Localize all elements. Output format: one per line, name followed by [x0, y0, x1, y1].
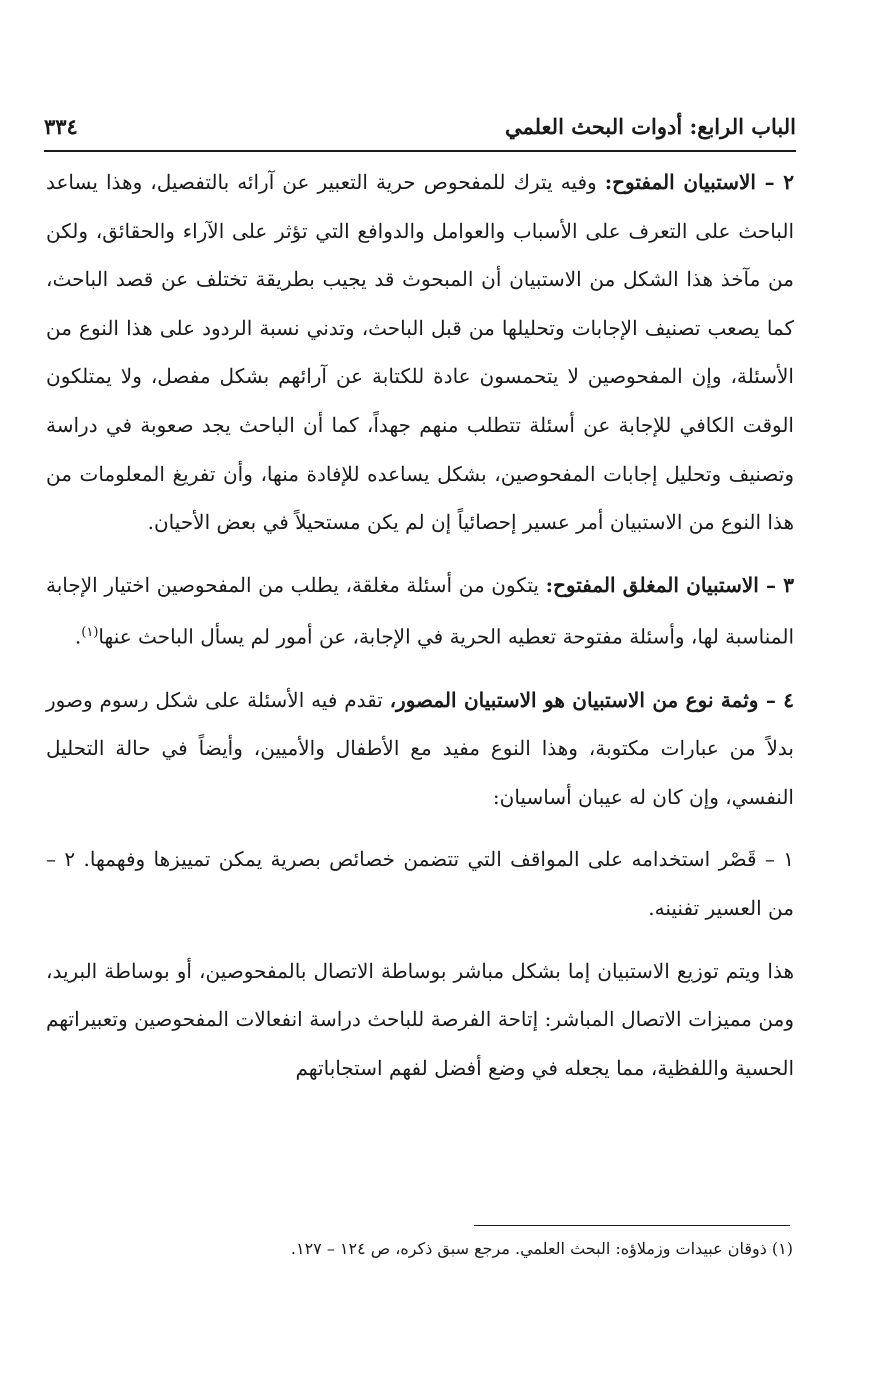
paragraph-lead: ٣ – الاستبيان المغلق المفتوح: [545, 572, 794, 597]
paragraph-lead: ٤ – وثمة نوع من الاستبيان هو الاستبيان المصور، [389, 687, 795, 712]
body-text [46, 158, 794, 1092]
paragraph-tail: . [74, 625, 82, 649]
paragraph-drawbacks [46, 835, 794, 932]
paragraph-pictorial-questionnaire [46, 676, 794, 822]
paragraph-text: تقدم فيه الأسئلة على شكل رسوم وصور بدلاً من عبارات مكتوبة، وهذا النوع مفيد مع الأطفال والأميين، وأيضاً في حالة التحليل النفسي، وإن كان له عيبان أساسيان: [46, 687, 794, 809]
paragraph-text: يتكون من أسئلة مغلقة، يطلب من المفحوصين اختيار الإجابة المناسبة لها، وأسئلة مفتوحة تعطيه الحرية في الإجابة، عن أمور لم يسأل الباحث عنها [46, 572, 794, 649]
header-divider [44, 150, 796, 152]
page-number: ٣٣٤ [44, 114, 78, 139]
running-header [44, 106, 796, 150]
footnote: (١) ذوقان عبيدات وزملاؤه: البحث العلمي. مرجع سبق ذكره، ص ١٢٤ – ١٢٧. [290, 1239, 793, 1258]
paragraph-open-questionnaire [46, 158, 794, 547]
paragraph-lead: ٢ – الاستبيان المفتوح: [604, 170, 794, 194]
paragraph-text: هذا ويتم توزيع الاستبيان إما بشكل مباشر بوساطة الاتصال بالمفحوصين، أو بوساطة البريد، ومن مميزات الاتصال المباشر: إتاحة الفرصة للباحث دراسة انفعالات المفحوصين وتعبيراتهم الحسية واللفظية، مما يجعله في وضع أفضل لفهم استجاباتهم [46, 958, 794, 1080]
paragraph-closed-open-questionnaire [46, 561, 794, 662]
footnote-divider [474, 1225, 790, 1226]
chapter-title: الباب الرابع: أدوات البحث العلمي [504, 114, 796, 139]
paragraph-text: ١ – قَصْر استخدامه على المواقف التي تتضمن خصائص بصرية يمكن تمييزها وفهمها. ٢ – من العسير تفنينه. [46, 847, 795, 920]
paragraph-text: وفيه يترك للمفحوص حرية التعبير عن آرائه بالتفصيل، وهذا يساعد الباحث على التعرف على الأسباب والعوامل والدوافع التي تؤثر على الآراء والحقائق، ولكن من مآخذ هذا الشكل من الاستبيان أن المبحوث قد يجيب بطريقة تختلف عن قصد الباحث، كما يصعب تصنيف الإجابات وتحليلها من قبل الباحث، وتدني نسبة الردود على هذا النوع من الأسئلة، وإن المفحوصين لا يتحمسون عادة للكتابة عن آرائهم بشكل مفصل، ولا يمتلكون الوقت الكافي للإجابة عن أسئلة تتطلب منهم جهداً، كما أن الباحث يجد صعوبة في دراسة وتصنيف وتحليل إجابات المفحوصين، بشكل يساعده للإفادة منها، وأن تفريغ المعلومات من هذا النوع من الاستبيان أمر عسير إحصائياً إن لم يكن مستحيلاً في بعض الأحيان. [46, 170, 794, 535]
paragraph-distribution [46, 947, 794, 1093]
footnote-reference: (١) [81, 625, 99, 641]
